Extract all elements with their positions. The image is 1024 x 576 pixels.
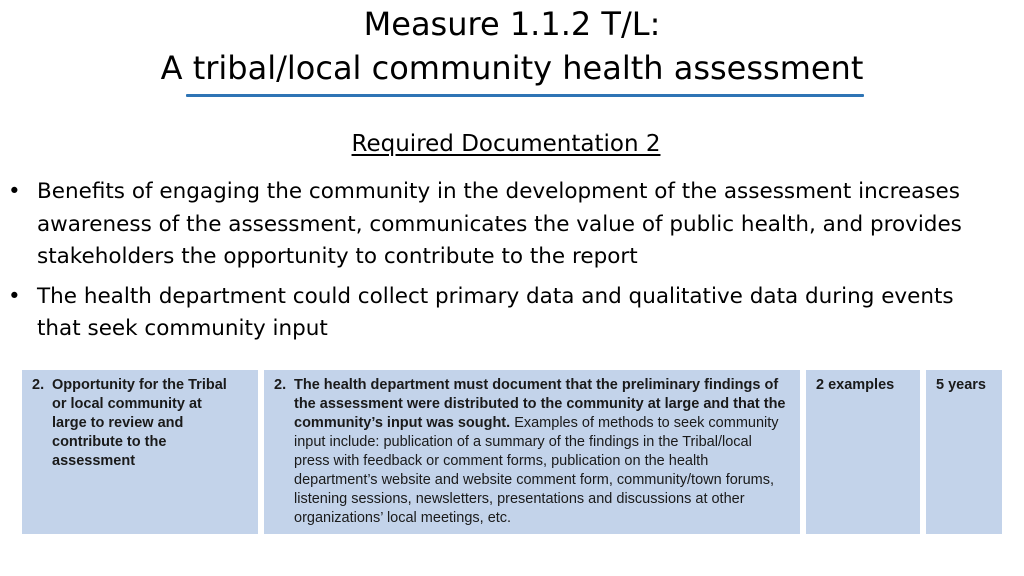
bullet-text: The health department could collect primary data and qualitative data during events that seek community input bbox=[37, 283, 954, 341]
bullet-dot-icon: • bbox=[8, 283, 21, 309]
bullet-dot-icon: • bbox=[8, 179, 21, 204]
title-line-1: Measure 1.1.2 T/L: bbox=[363, 5, 661, 43]
section-subheading: Required Documentation 2 bbox=[351, 131, 661, 157]
requirement-body bbox=[294, 376, 788, 528]
table-cell-timeframe: 5 years bbox=[926, 370, 1002, 534]
requirement-plain-text: Examples of methods to seek community input include: publication of a summary of the findings in the Tribal/local press with feedback or comment forms, publication on the health department’s website and website comment form, community/town forums, listening sessions, newsletters, presentations and discussions at other organizations’ local meetings, etc. bbox=[294, 415, 779, 526]
bullet-text: Benefits of engaging the community in the development of the assessment increases awareness of the assessment, communicates the value of public health, and provides stakeholders the opportunity to contribute to the report bbox=[37, 179, 962, 269]
requirement-bold-text: The health department must document that the preliminary findings of the assessment were distributed to the community at large and that the community’s input was sought. bbox=[294, 377, 786, 431]
title-underline-rule bbox=[186, 94, 864, 97]
documentation-table bbox=[22, 370, 1002, 534]
requirement-number: 2. bbox=[274, 377, 287, 393]
standard-number: 2. bbox=[32, 377, 45, 393]
slide-title bbox=[0, 2, 1024, 90]
bullet-item bbox=[8, 176, 998, 274]
bullet-item bbox=[8, 281, 998, 346]
table-cell-standard bbox=[22, 370, 258, 534]
table-cell-examples-count: 2 examples bbox=[806, 370, 920, 534]
title-line-2: A tribal/local community health assessment bbox=[160, 49, 864, 87]
bullet-list bbox=[8, 176, 998, 353]
table-cell-requirement bbox=[264, 370, 800, 534]
standard-text: Opportunity for the Tribal or local community at large to review and contribute to the assessment bbox=[52, 377, 227, 469]
